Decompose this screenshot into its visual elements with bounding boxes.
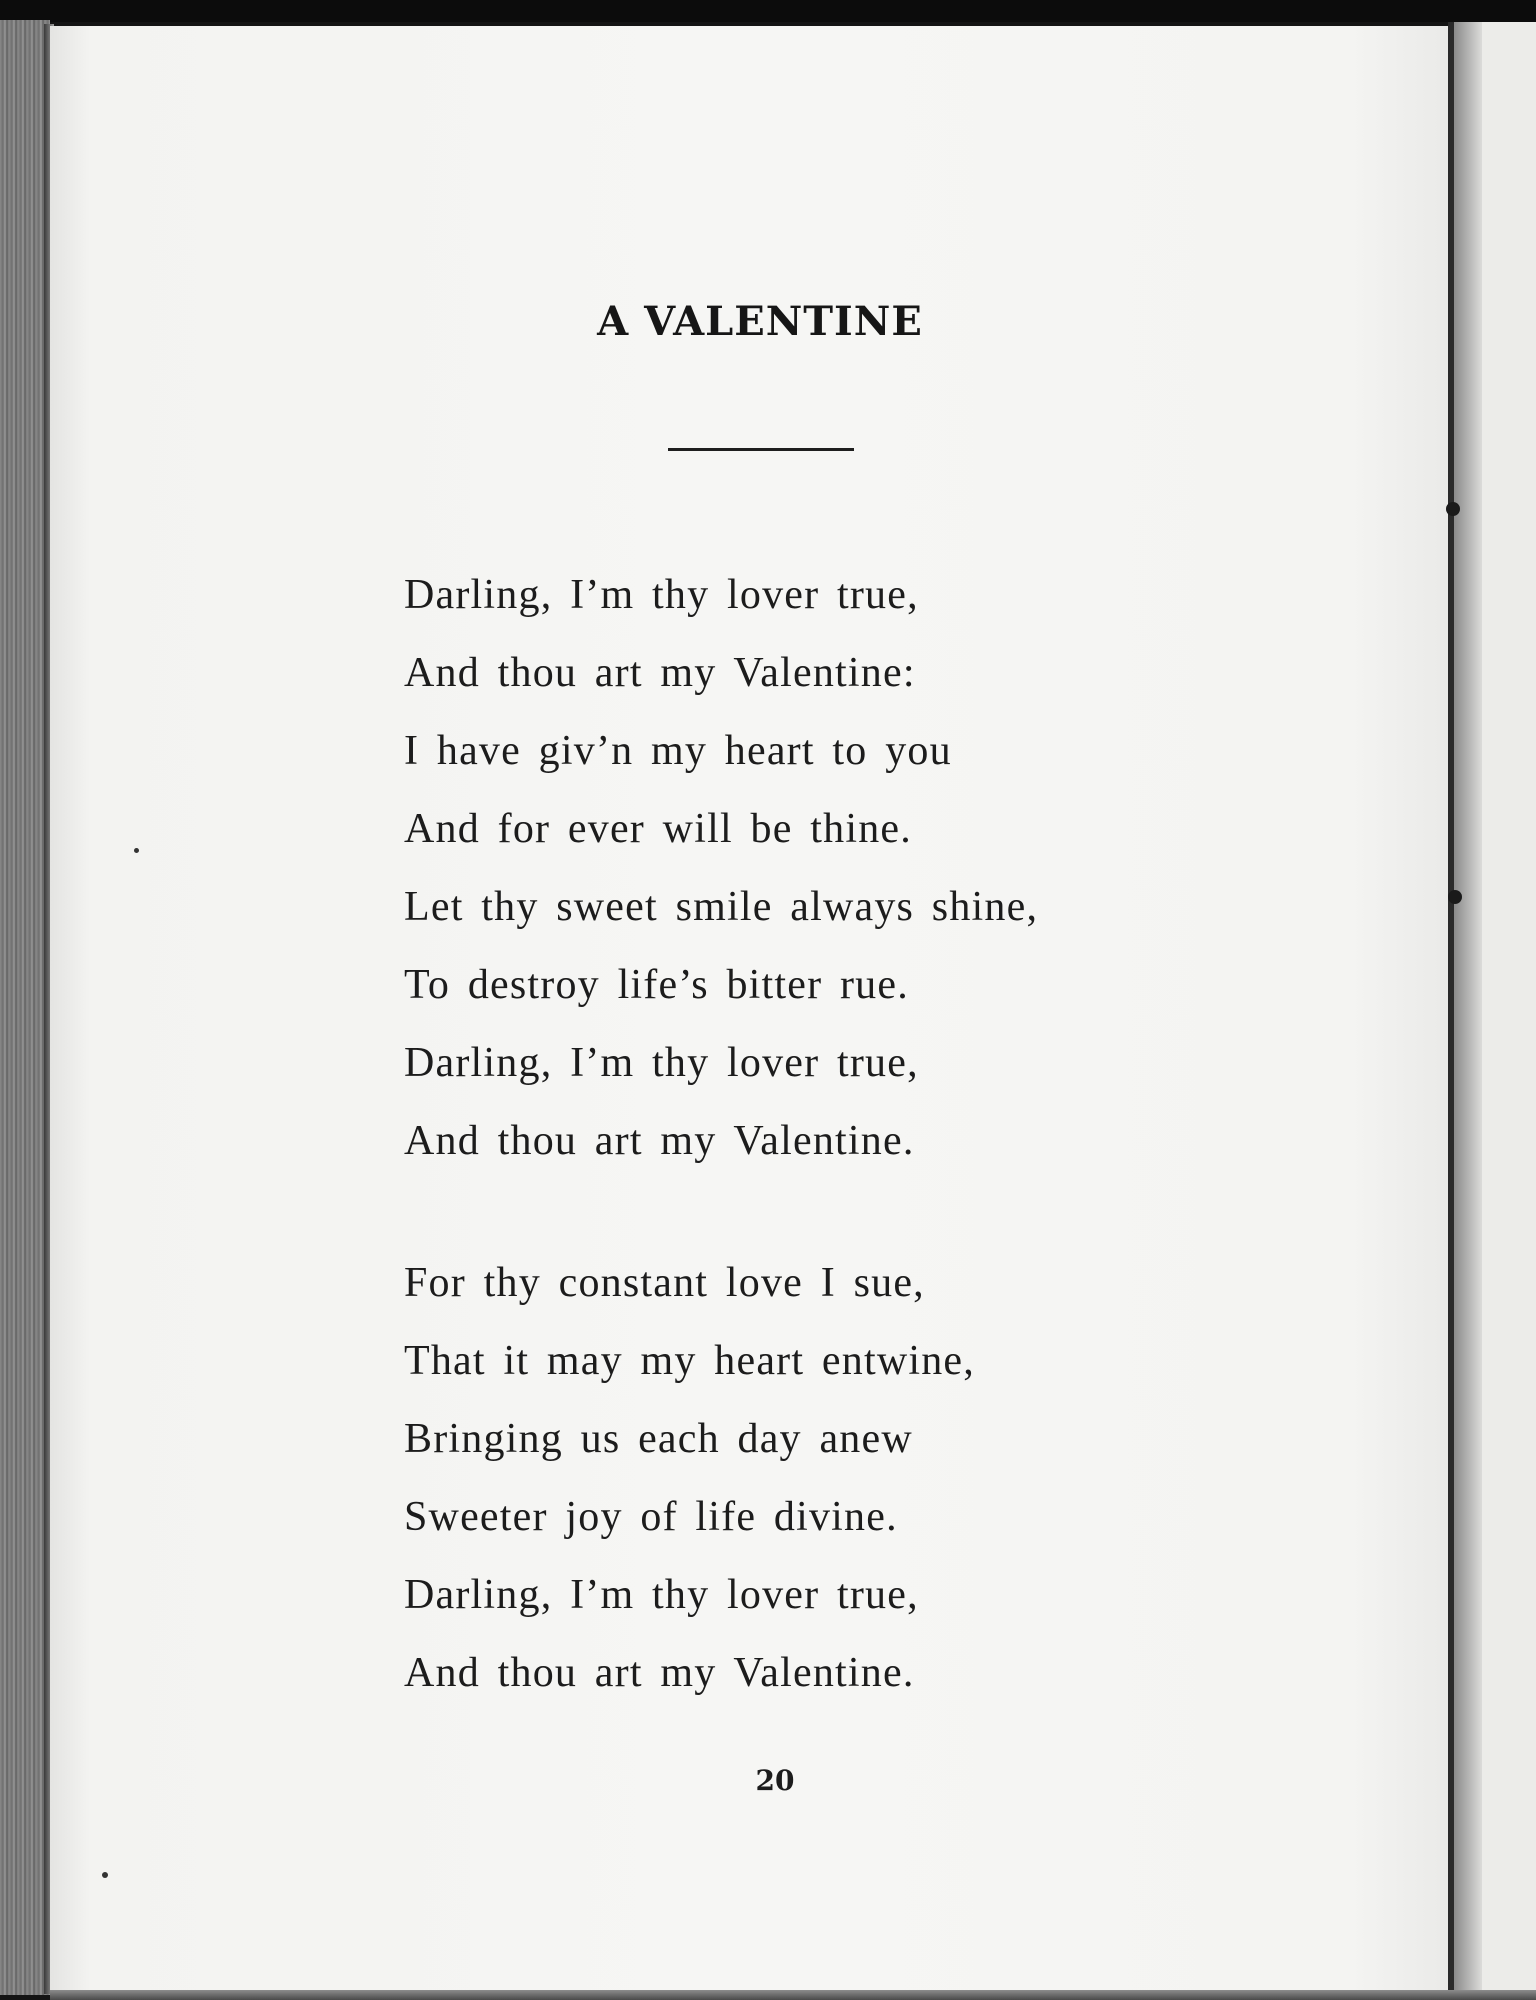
poem-line: For thy constant love I sue, (404, 1260, 925, 1306)
paper-speck (134, 848, 139, 853)
binding-stitch (1446, 502, 1460, 516)
title-rule (668, 448, 854, 451)
poem-line: Let thy sweet smile always shine, (404, 884, 1039, 930)
poem-line: And thou art my Valentine. (404, 1650, 915, 1696)
poem-line: Sweeter joy of life divine. (404, 1494, 898, 1540)
poem-line: Darling, I’m thy lover true, (404, 1572, 919, 1618)
stanza-1 (404, 556, 1038, 1180)
poem-line: And thou art my Valentine. (404, 1118, 915, 1164)
poem-line: And thou art my Valentine: (404, 650, 916, 696)
scan-top-border (0, 0, 1536, 22)
poem-line: And for ever will be thine. (404, 806, 912, 852)
poem-line: I have giv’n my heart to you (404, 728, 952, 774)
poem-title: A VALENTINE (597, 298, 923, 345)
poem-line: Bringing us each day anew (404, 1416, 913, 1462)
poem-line: Darling, I’m thy lover true, (404, 572, 919, 618)
poem-line: To destroy life’s bitter rue. (404, 962, 909, 1008)
poem-line: Darling, I’m thy lover true, (404, 1040, 919, 1086)
stanza-2 (404, 1244, 975, 1712)
page-number: 20 (755, 1764, 795, 1797)
page-bottom-edge (50, 1990, 1536, 2000)
binding-stitch (1448, 890, 1462, 904)
poem-line: That it may my heart entwine, (404, 1338, 975, 1384)
paper-speck (102, 1872, 108, 1878)
